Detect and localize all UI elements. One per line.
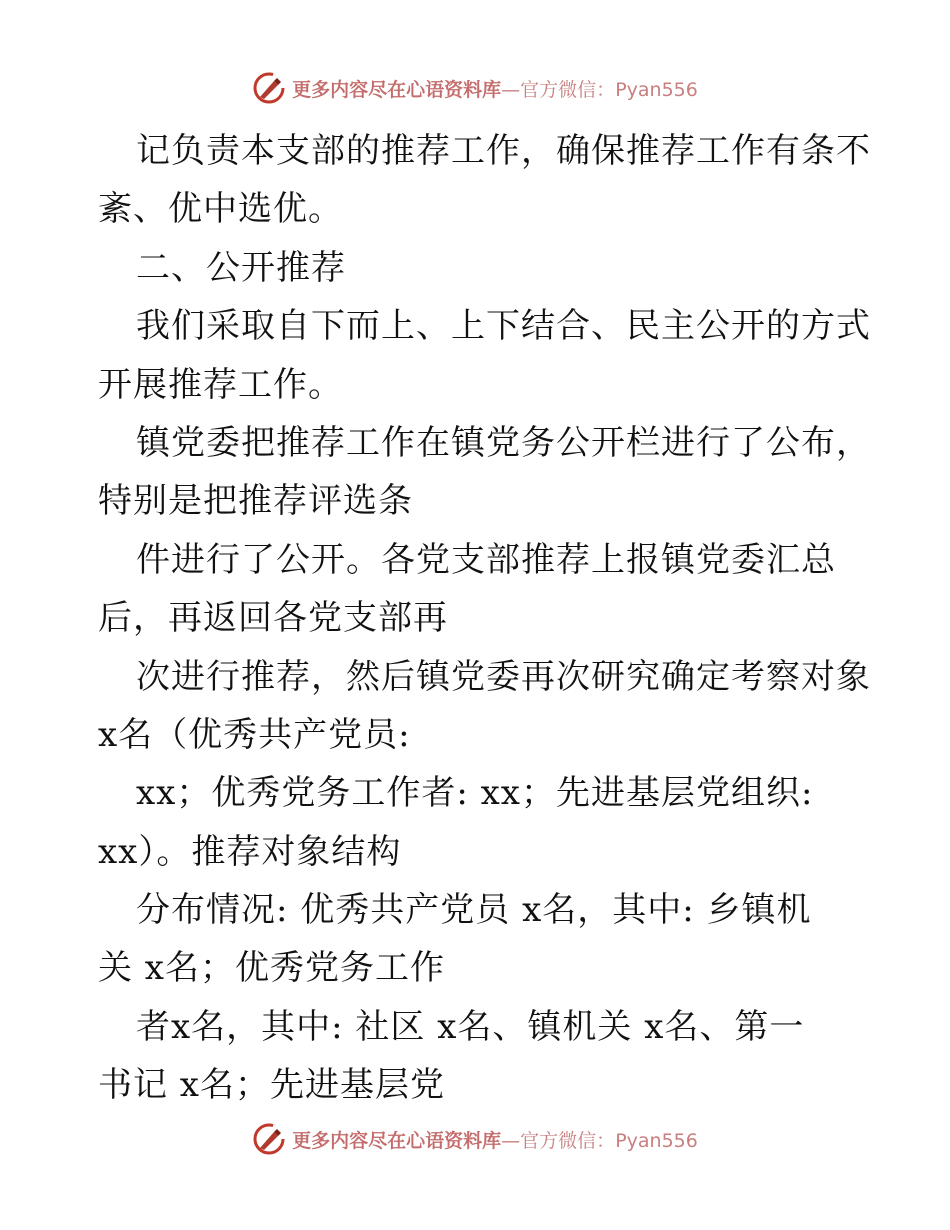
- text-line: 开展推荐工作。: [98, 364, 343, 405]
- text-line: 关 x名；优秀党务工作: [98, 948, 445, 989]
- text-line: 紊、优中选优。: [98, 189, 343, 230]
- header-watermark: [0, 68, 950, 108]
- text-line: 二、公开推荐: [136, 247, 346, 288]
- text-line: 次进行推荐，然后镇党委再次研究确定考察对象: [136, 656, 871, 697]
- pen-logo-icon: [252, 71, 286, 105]
- text-line: x名（优秀共产党员:: [98, 714, 411, 755]
- text-line: 特别是把推荐评选条: [98, 481, 413, 522]
- text-line: xx；优秀党务工作者: xx；先进基层党组织:: [136, 773, 814, 814]
- text-line: 记负责本支部的推荐工作，确保推荐工作有条不: [136, 131, 871, 171]
- text-line: 书记 x名；先进基层党: [98, 1065, 445, 1106]
- document-body: [98, 122, 871, 1115]
- text-line: 者x名，其中: 社区 x名、镇机关 x名、第一: [136, 1006, 805, 1047]
- watermark-text: 更多内容尽在心语资料库—官方微信：Pyan556: [292, 78, 698, 101]
- footer-watermark: [0, 1119, 950, 1159]
- text-line: 分布情况: 优秀共产党员 x名，其中: 乡镇机: [136, 890, 812, 931]
- pen-logo-icon: [252, 1122, 286, 1156]
- text-line: xx）。推荐对象结构: [98, 831, 402, 872]
- text-line: 件进行了公开。各党支部推荐上报镇党委汇总: [136, 539, 836, 580]
- watermark-text: 更多内容尽在心语资料库—官方微信：Pyan556: [292, 1129, 698, 1152]
- text-line: 我们采取自下而上、上下结合、民主公开的方式: [136, 306, 871, 347]
- text-line: 镇党委把推荐工作在镇党务公开栏进行了公布，: [136, 422, 871, 463]
- text-line: 后，再返回各党支部再: [98, 598, 448, 639]
